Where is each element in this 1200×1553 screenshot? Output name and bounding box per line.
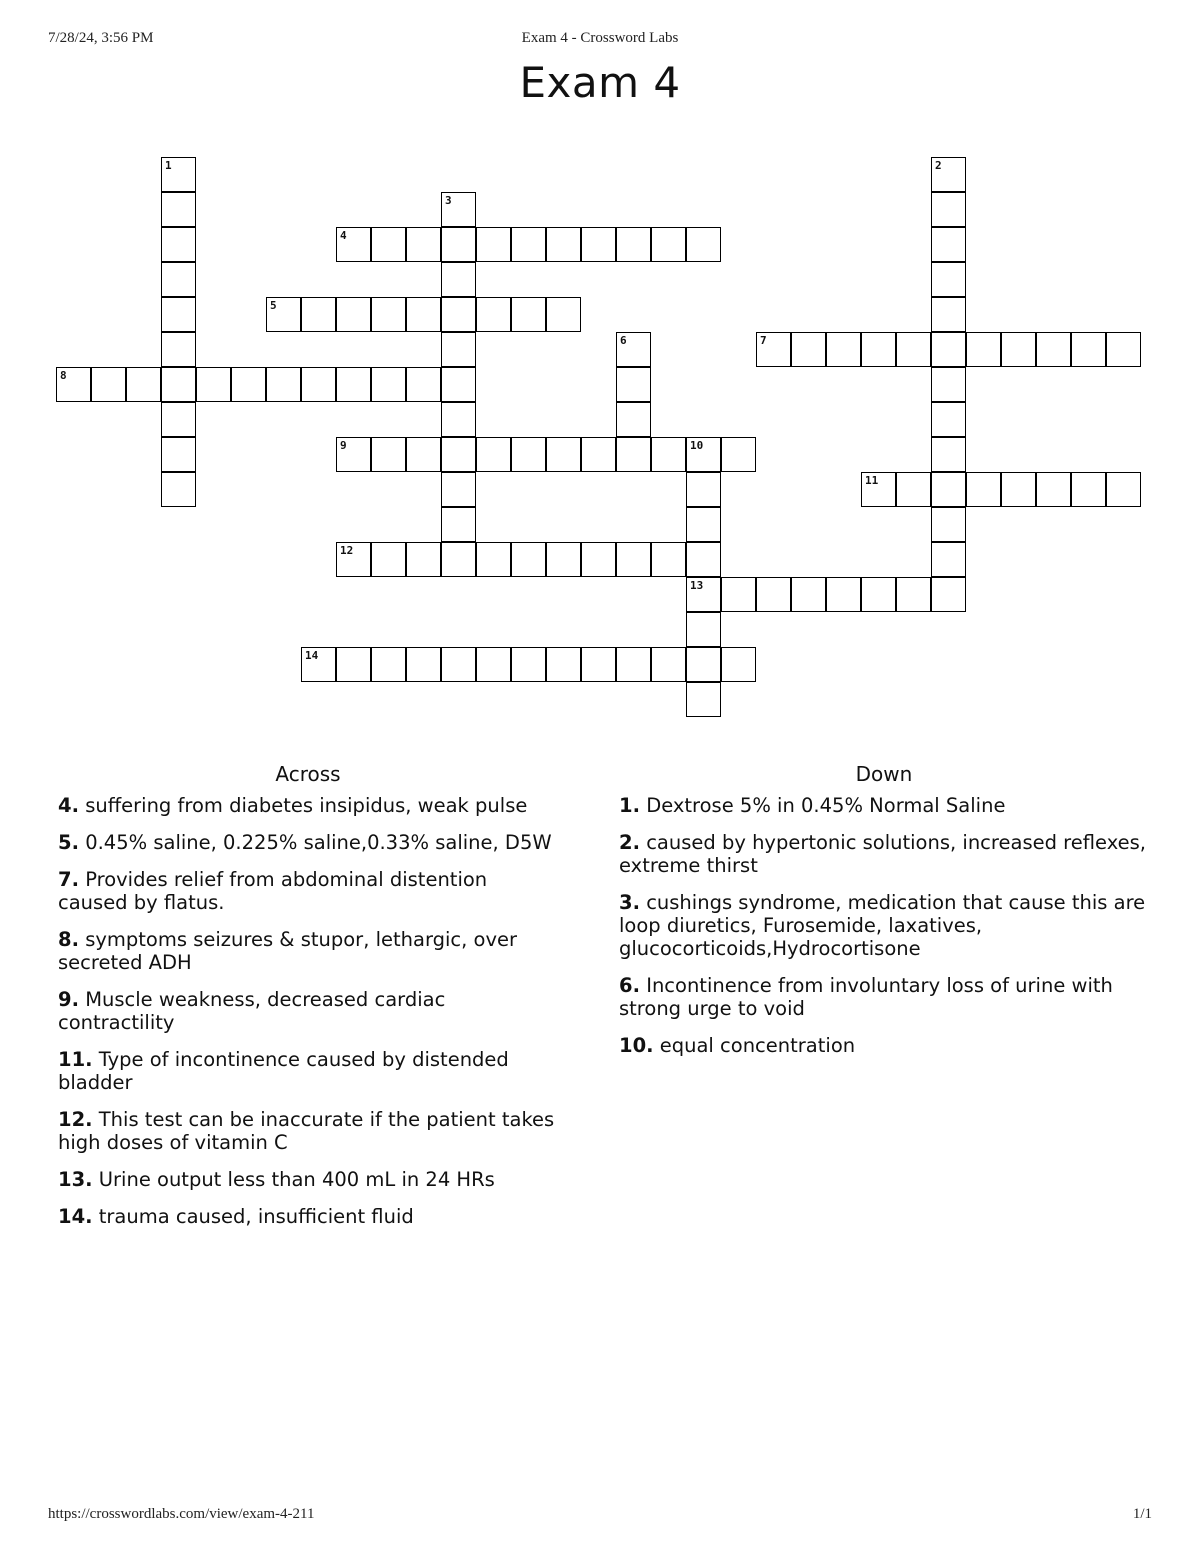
grid-cell[interactable] — [371, 227, 406, 262]
clue-text: symptoms seizures & stupor, lethargic, over secreted ADH — [58, 928, 518, 974]
grid-cell[interactable] — [931, 472, 966, 507]
grid-cell[interactable] — [161, 332, 196, 367]
down-clues — [619, 762, 1149, 1071]
cell-number: 3 — [445, 194, 452, 207]
print-url: https://crosswordlabs.com/view/exam-4-211 — [48, 1506, 315, 1522]
clue-text: Type of incontinence caused by distended bladder — [58, 1048, 509, 1094]
grid-cell[interactable] — [931, 192, 966, 227]
grid-cell[interactable] — [1071, 472, 1106, 507]
grid-cell[interactable] — [931, 367, 966, 402]
grid-cell[interactable] — [756, 577, 791, 612]
across-clue — [58, 928, 558, 974]
grid-cell[interactable] — [511, 542, 546, 577]
grid-cell[interactable] — [546, 297, 581, 332]
grid-cell[interactable] — [511, 647, 546, 682]
grid-cell[interactable] — [161, 157, 196, 192]
grid-cell[interactable] — [931, 157, 966, 192]
grid-cell[interactable] — [686, 612, 721, 647]
cell-number: 7 — [760, 334, 767, 347]
clue-text: caused by hypertonic solutions, increased reflexes, extreme thirst — [619, 831, 1146, 877]
grid-cell[interactable] — [721, 577, 756, 612]
grid-cell[interactable] — [616, 332, 651, 367]
grid-cell[interactable] — [826, 332, 861, 367]
clue-number: 12. — [58, 1108, 93, 1131]
grid-cell[interactable] — [161, 192, 196, 227]
cell-number: 14 — [305, 649, 319, 662]
grid-cell[interactable] — [441, 402, 476, 437]
grid-cell[interactable] — [161, 297, 196, 332]
grid-cell[interactable] — [441, 647, 476, 682]
cell-number: 10 — [690, 439, 704, 452]
grid-cell[interactable] — [931, 542, 966, 577]
cell-number: 2 — [935, 159, 942, 172]
grid-cell[interactable] — [441, 262, 476, 297]
clue-text: equal concentration — [659, 1034, 856, 1057]
grid-cell[interactable] — [931, 227, 966, 262]
grid-cell[interactable] — [336, 437, 371, 472]
grid-cell[interactable] — [441, 297, 476, 332]
grid-cell[interactable] — [336, 542, 371, 577]
grid-cell[interactable] — [406, 367, 441, 402]
grid-cell[interactable] — [546, 227, 581, 262]
grid-cell[interactable] — [616, 542, 651, 577]
across-clue — [58, 1168, 558, 1191]
across-clue — [58, 1205, 558, 1228]
cell-number: 1 — [165, 159, 172, 172]
across-clue — [58, 1048, 558, 1094]
grid-cell[interactable] — [686, 682, 721, 717]
clue-number: 4. — [58, 794, 79, 817]
down-clue — [619, 794, 1149, 817]
grid-cell[interactable] — [581, 542, 616, 577]
grid-cell[interactable] — [161, 472, 196, 507]
grid-cell[interactable] — [336, 227, 371, 262]
puzzle-title: Exam 4 — [519, 58, 681, 107]
grid-cell[interactable] — [1106, 472, 1141, 507]
grid-cell[interactable] — [861, 472, 896, 507]
grid-cell[interactable] — [406, 437, 441, 472]
grid-cell[interactable] — [861, 332, 896, 367]
grid-cell[interactable] — [476, 647, 511, 682]
grid-cell[interactable] — [231, 367, 266, 402]
across-clue — [58, 794, 558, 817]
grid-cell[interactable] — [441, 332, 476, 367]
grid-cell[interactable] — [581, 647, 616, 682]
cell-number: 8 — [60, 369, 67, 382]
clue-number: 11. — [58, 1048, 93, 1071]
grid-cell[interactable] — [1036, 332, 1071, 367]
down-clue — [619, 1034, 1149, 1057]
grid-cell[interactable] — [651, 542, 686, 577]
grid-cell[interactable] — [686, 647, 721, 682]
grid-cell[interactable] — [1001, 472, 1036, 507]
grid-cell[interactable] — [616, 647, 651, 682]
grid-cell[interactable] — [511, 227, 546, 262]
grid-cell[interactable] — [721, 437, 756, 472]
grid-cell[interactable] — [476, 437, 511, 472]
grid-cell[interactable] — [546, 542, 581, 577]
print-datetime: 7/28/24, 3:56 PM — [48, 30, 154, 46]
clue-number: 6. — [619, 974, 640, 997]
cell-number: 12 — [340, 544, 354, 557]
grid-cell[interactable] — [371, 542, 406, 577]
clue-number: 5. — [58, 831, 79, 854]
grid-cell[interactable] — [791, 332, 826, 367]
clue-text: Incontinence from involuntary loss of urine with strong urge to void — [619, 974, 1113, 1020]
grid-cell[interactable] — [196, 367, 231, 402]
grid-cell[interactable] — [581, 227, 616, 262]
grid-cell[interactable] — [266, 367, 301, 402]
crossword-grid — [56, 157, 1144, 720]
grid-cell[interactable] — [476, 227, 511, 262]
clue-number: 13. — [58, 1168, 93, 1191]
grid-cell[interactable] — [721, 647, 756, 682]
clue-number: 3. — [619, 891, 640, 914]
cell-number: 11 — [865, 474, 879, 487]
grid-cell[interactable] — [861, 577, 896, 612]
grid-cell[interactable] — [896, 332, 931, 367]
grid-cell[interactable] — [511, 297, 546, 332]
clue-number: 7. — [58, 868, 79, 891]
across-clues — [58, 762, 558, 1242]
print-page-number: 1/1 — [1132, 1506, 1152, 1522]
across-clue — [58, 868, 558, 914]
across-clue — [58, 1108, 558, 1154]
grid-cell[interactable] — [931, 297, 966, 332]
down-clue — [619, 974, 1149, 1020]
grid-cell[interactable] — [651, 227, 686, 262]
clue-number: 8. — [58, 928, 79, 951]
grid-cell[interactable] — [1106, 332, 1141, 367]
grid-cell[interactable] — [476, 542, 511, 577]
grid-cell[interactable] — [406, 297, 441, 332]
across-clue — [58, 988, 558, 1034]
grid-cell[interactable] — [616, 367, 651, 402]
grid-cell[interactable] — [686, 472, 721, 507]
clue-text: Urine output less than 400 mL in 24 HRs — [98, 1168, 495, 1191]
grid-cell[interactable] — [1071, 332, 1106, 367]
grid-cell[interactable] — [686, 437, 721, 472]
clue-text: 0.45% saline, 0.225% saline,0.33% saline, D5W — [85, 831, 552, 854]
cell-number: 5 — [270, 299, 277, 312]
down-heading: Down — [855, 762, 913, 786]
clue-number: 9. — [58, 988, 79, 1011]
grid-cell[interactable] — [686, 577, 721, 612]
grid-cell[interactable] — [441, 507, 476, 542]
clue-number: 14. — [58, 1205, 93, 1228]
grid-cell[interactable] — [371, 647, 406, 682]
grid-cell[interactable] — [266, 297, 301, 332]
grid-cell[interactable] — [126, 367, 161, 402]
grid-cell[interactable] — [161, 262, 196, 297]
grid-cell[interactable] — [161, 402, 196, 437]
grid-cell[interactable] — [896, 472, 931, 507]
grid-cell[interactable] — [616, 437, 651, 472]
clue-text: Dextrose 5% in 0.45% Normal Saline — [646, 794, 1006, 817]
grid-cell[interactable] — [546, 647, 581, 682]
grid-cell[interactable] — [336, 647, 371, 682]
grid-cell[interactable] — [651, 647, 686, 682]
grid-cell[interactable] — [441, 367, 476, 402]
grid-cell[interactable] — [931, 262, 966, 297]
grid-cell[interactable] — [441, 227, 476, 262]
cell-number: 13 — [690, 579, 704, 592]
grid-cell[interactable] — [406, 647, 441, 682]
grid-cell[interactable] — [371, 297, 406, 332]
grid-cell[interactable] — [406, 227, 441, 262]
grid-cell[interactable] — [686, 507, 721, 542]
grid-cell[interactable] — [476, 297, 511, 332]
grid-cell[interactable] — [301, 297, 336, 332]
grid-cell[interactable] — [686, 542, 721, 577]
cell-number: 4 — [340, 229, 347, 242]
grid-cell[interactable] — [581, 437, 616, 472]
across-clue-list — [58, 794, 558, 1228]
grid-cell[interactable] — [371, 437, 406, 472]
grid-cell[interactable] — [441, 542, 476, 577]
grid-cell[interactable] — [966, 332, 1001, 367]
grid-cell[interactable] — [791, 577, 826, 612]
cell-number: 9 — [340, 439, 347, 452]
grid-cell[interactable] — [336, 297, 371, 332]
down-clue — [619, 891, 1149, 960]
grid-cell[interactable] — [931, 577, 966, 612]
grid-cell[interactable] — [826, 577, 861, 612]
grid-cell[interactable] — [371, 367, 406, 402]
print-page-title: Exam 4 - Crossword Labs — [521, 30, 679, 46]
grid-cell[interactable] — [441, 437, 476, 472]
grid-cell[interactable] — [651, 437, 686, 472]
grid-cell[interactable] — [616, 227, 651, 262]
clue-number: 1. — [619, 794, 640, 817]
clue-text: Muscle weakness, decreased cardiac contractility — [58, 988, 446, 1034]
clue-text: cushings syndrome, medication that cause this are loop diuretics, Furosemide, laxatives, glucocorticoids,Hydrocortisone — [619, 891, 1146, 960]
grid-cell[interactable] — [931, 332, 966, 367]
clue-number: 2. — [619, 831, 640, 854]
grid-cell[interactable] — [686, 227, 721, 262]
across-clue — [58, 831, 558, 854]
grid-cell[interactable] — [616, 402, 651, 437]
grid-cell[interactable] — [896, 577, 931, 612]
cell-number: 6 — [620, 334, 627, 347]
grid-cell[interactable] — [1036, 472, 1071, 507]
grid-cell[interactable] — [161, 437, 196, 472]
clue-text: suffering from diabetes insipidus, weak pulse — [85, 794, 528, 817]
grid-cell[interactable] — [931, 402, 966, 437]
clue-text: This test can be inaccurate if the patient takes high doses of vitamin C — [58, 1108, 555, 1154]
grid-cell[interactable] — [756, 332, 791, 367]
grid-cell[interactable] — [511, 437, 546, 472]
clue-text: Provides relief from abdominal distention caused by flatus. — [58, 868, 488, 914]
down-clue-list — [619, 794, 1149, 1057]
grid-cell[interactable] — [336, 367, 371, 402]
grid-cell[interactable] — [931, 507, 966, 542]
clue-number: 10. — [619, 1034, 654, 1057]
grid-cell[interactable] — [546, 437, 581, 472]
clue-text: trauma caused, insufficient fluid — [98, 1205, 414, 1228]
grid-cell[interactable] — [161, 227, 196, 262]
grid-cell[interactable] — [1001, 332, 1036, 367]
grid-cell[interactable] — [56, 367, 91, 402]
grid-cell[interactable] — [966, 472, 1001, 507]
grid-cell[interactable] — [441, 192, 476, 227]
grid-cell[interactable] — [161, 367, 196, 402]
down-clue — [619, 831, 1149, 877]
across-heading: Across — [275, 762, 341, 786]
grid-cell[interactable] — [406, 542, 441, 577]
grid-cell[interactable] — [301, 367, 336, 402]
grid-cell[interactable] — [441, 472, 476, 507]
grid-cell[interactable] — [91, 367, 126, 402]
grid-cell[interactable] — [301, 647, 336, 682]
grid-cell[interactable] — [931, 437, 966, 472]
